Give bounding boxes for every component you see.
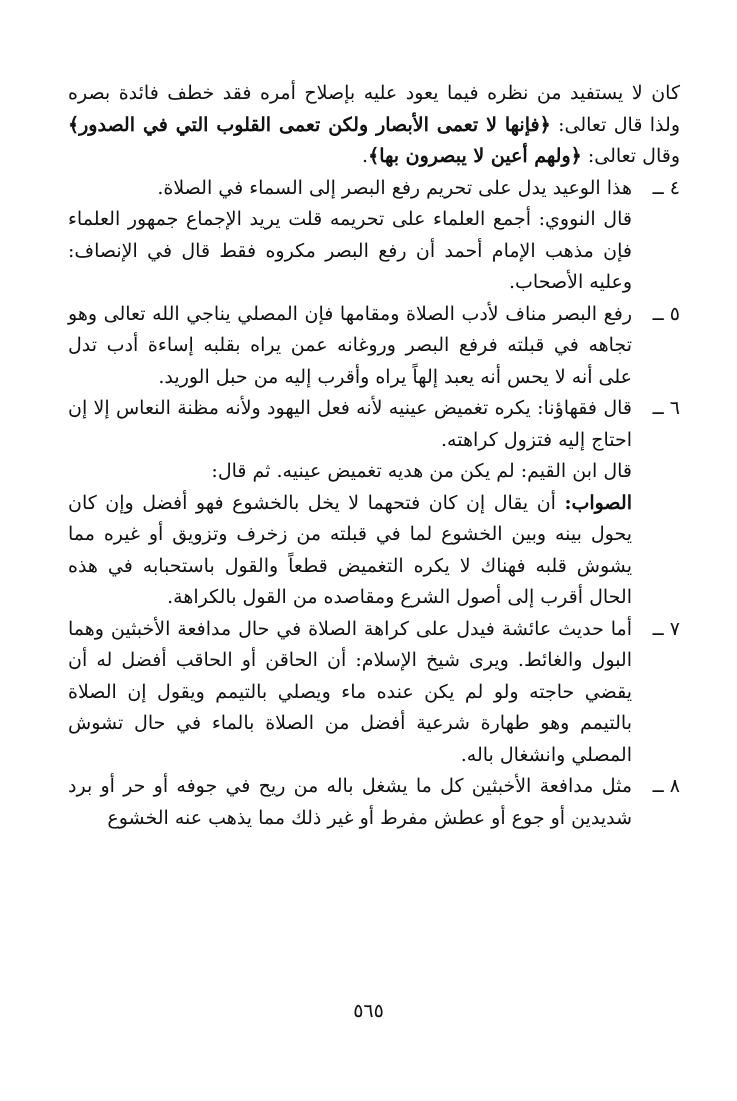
item-paragraph (68, 614, 632, 772)
item-paragraph (68, 488, 632, 614)
item-text: أما حديث عائشة فيدل على كراهة الصلاة في حال مدافعة الأخبثين وهما البول والغائط. ويرى شيخ الإسلام: أن الحاقن أو الحاقب أفضل له أن يقضي حاجته ولو لم يكن عنده ماء ويصلي بالتيمم ويقول إن الصلاة بالتيمم وهو طهارة شرعية أفضل من الصلاة بالماء في حال تشوش المصلي وانشغال باله. (68, 617, 632, 766)
page-body (68, 78, 680, 834)
item-text: مثل مدافعة الأخبثين كل ما يشغل باله من ريح في جوفه أو حر أو برد شديدين أو جوع أو عطش مفرط أو غير ذلك مما يذهب عنه الخشوع (68, 775, 632, 829)
item-number: ٥ ــ (652, 302, 680, 325)
intro-paragraph (68, 78, 680, 173)
item-number: ٤ ــ (652, 176, 680, 199)
quran-verse-2: ﴿ولهم أعين لا يبصرون بها﴾ (368, 145, 582, 167)
item-paragraph (68, 204, 632, 299)
item-lead: الصواب: (564, 491, 632, 514)
list-item-4 (68, 173, 680, 299)
list-item-8 (68, 771, 680, 834)
intro-mid-text: وقال تعالى: (587, 145, 680, 167)
quran-verse-1: ﴿فإنها لا تعمى الأبصار ولكن تعمى القلوب التي في الصدور﴾ (68, 113, 551, 136)
item-paragraph (68, 456, 632, 488)
item-paragraph (68, 173, 632, 205)
item-text: رفع البصر مناف لأدب الصلاة ومقامها فإن المصلي يناجي الله تعالى وهو تجاهه في قبلته فرفع البصر وروغانه عمن يراه بقلبه إساءة أدب تدل على أنه لا يحس أنه يعبد إلهاً يراه وأقرب إليه من حبل الوريد. (68, 302, 632, 388)
list-item-7 (68, 614, 680, 772)
item-number: ٦ ــ (652, 397, 680, 419)
item-text: أن يقال إن كان فتحهما لا يخل بالخشوع فهو أفضل وإن كان يحول بينه وبين الخشوع لما في قبلته من زخرف وتزويق أو غيره مما يشوش قلبه فهناك لا يكره التغميض قطعاً والقول باستحبابه في هذه الحال أقرب إلى أصول الشرع ومقاصده من القول بالكراهة. (68, 491, 632, 608)
item-text: هذا الوعيد يدل على تحريم رفع البصر إلى السماء في الصلاة. (157, 176, 632, 199)
item-number: ٧ ــ (652, 617, 680, 640)
list-item-5 (68, 299, 680, 394)
item-text: قال ابن القيم: لم يكن من هديه تغميض عينيه. ثم قال: (211, 460, 632, 482)
page-number: ٥٦٥ (353, 1000, 384, 1022)
intro-end: . (362, 145, 369, 167)
intro-text: كان لا يستفيد من نظره فيما يعود عليه بإصلاح أمره فقد خطف فائدة بصره ولذا قال تعالى: (68, 82, 680, 136)
item-number: ٨ ــ (652, 775, 680, 797)
item-text: قال النووي: أجمع العلماء على تحريمه قلت يريد الإجماع جمهور العلماء فإن مذهب الإمام أحمد أن رفع البصر مكروه فقط قال في الإنصاف: وعليه الأصحاب. (68, 208, 632, 293)
item-paragraph (68, 393, 632, 456)
item-text: قال فقهاؤنا: يكره تغميض عينيه لأنه فعل اليهود ولأنه مظنة النعاس إلا إن احتاج إليه فتزول كراهته. (68, 397, 632, 451)
item-paragraph (68, 771, 632, 834)
item-paragraph (68, 299, 632, 394)
list-item-6 (68, 393, 680, 614)
